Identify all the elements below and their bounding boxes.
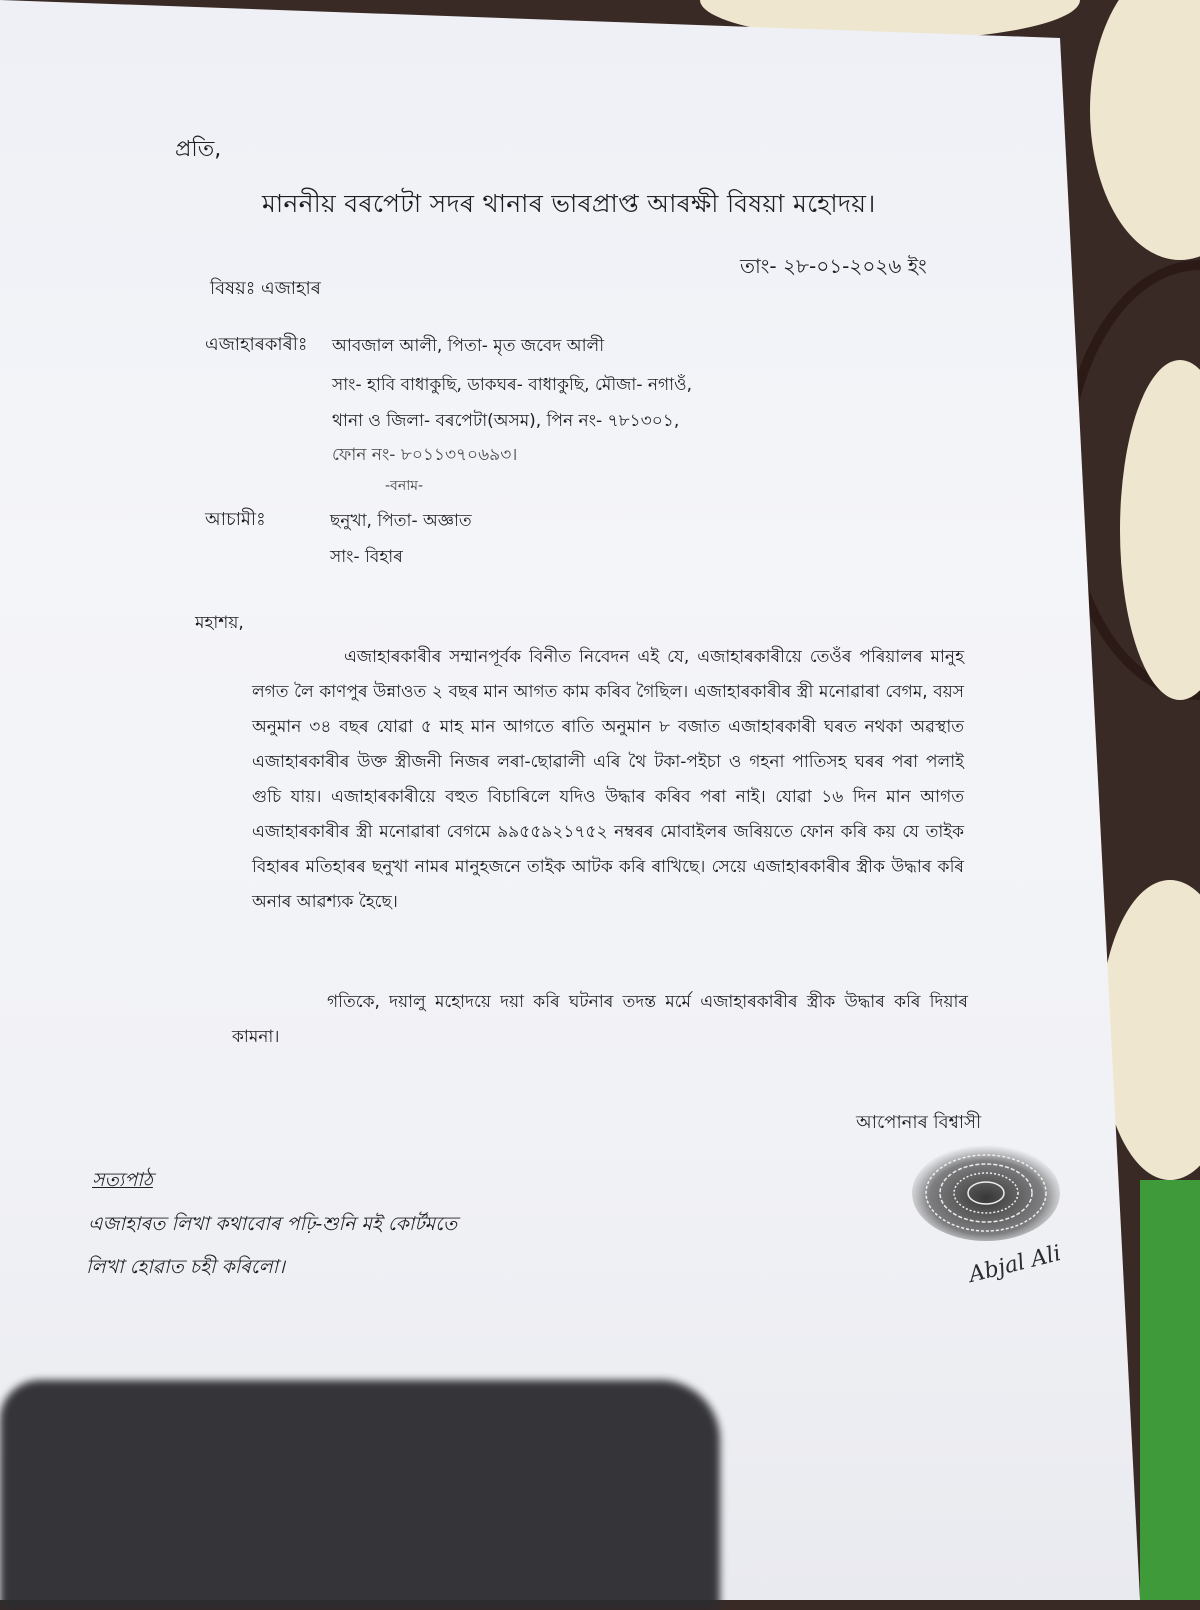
signature: Abjal Ali xyxy=(966,1241,1064,1288)
complainant-address-line-2: থানা ও জিলা- বৰপেটা(অসম), পিন নং- ৭৮১৩০১, xyxy=(332,411,680,431)
complainant-address-line-1: সাং- হাবি বাধাকুছি, ডাকঘৰ- বাধাকুছি, মৌজা- নগাওঁ, xyxy=(332,375,692,395)
attestation-line-1: এজাহাৰত লিখা কথাবোৰ পঢ়ি-শুনি মই কোৰ্টমতে xyxy=(88,1213,458,1235)
attestation-title: সত্যপাঠ xyxy=(92,1169,153,1191)
addressee: মাননীয় বৰপেটা সদৰ থানাৰ ভাৰপ্ৰাপ্ত আৰক্ষী বিষয়া মহোদয়। xyxy=(262,189,876,218)
accused-address: সাং- বিহাৰ xyxy=(330,547,403,567)
subject: বিষয়ঃ এজাহাৰ xyxy=(210,278,321,299)
body-paragraph-1: এজাহাৰকাৰীৰ সম্মানপূৰ্বক বিনীত নিবেদন এই যে, এজাহাৰকাৰীয়ে তেওঁৰ পৰিয়ালৰ মানুহ লগত লৈ কাণপুৰ উন্নাওত ২ বছৰ মান আগত কাম কৰিব গৈছিল। এজাহাৰকাৰীৰ স্ত্ৰী মনোৱাৰা বেগম, বয়স অনুমান ৩৪ বছৰ যোৱা ৫ মাহ মান আগতে ৰাতি অনুমান ৮ বজাত এজাহাৰকাৰী ঘৰত নথকা অৱস্থাত এজাহাৰকাৰীৰ উক্ত স্ত্ৰীজনী নিজৰ লৰা-ছোৱালী এৰি থৈ টকা-পইচা ও গহনা পাতিসহ ঘৰৰ পৰা পলাই গুচি যায়। এজাহাৰকাৰীয়ে বহুত বিচাৰিলে যদিও উদ্ধাৰ কৰিব পৰা নাই। যোৱা ১৬ দিন মান আগত এজাহাৰকাৰীৰ স্ত্ৰী মনোৱাৰা বেগমে ৯৯৫৫৯২১৭৫২ নম্বৰৰ মোবাইলৰ জৰিয়তে ফোন কৰি কয় যে তাইক বিহাৰৰ মতিহাৰৰ ছনুখা নামৰ মানুহজনে তাইক আটক কৰি ৰাখিছে। সেয়ে এজাহাৰকাৰীৰ স্ত্ৰীক উদ্ধাৰ কৰি অনাৰ আৱশ্যক হৈছে। xyxy=(252,647,964,912)
fabric-pattern xyxy=(1140,1180,1200,1600)
accused-label: আচামীঃ xyxy=(205,509,266,530)
fabric-pattern xyxy=(1090,0,1200,260)
versus-label: -বনাম- xyxy=(385,478,424,494)
finger-shadow xyxy=(0,1380,720,1610)
complainant-name: আবজাল আলী, পিতা- মৃত জবেদ আলী xyxy=(332,336,605,356)
complainant-phone: ফোন নং- ৮০১১৩৭০৬৯৩। xyxy=(332,445,518,465)
complainant-label: এজাহাৰকাৰীঃ xyxy=(205,334,308,355)
closing: আপোনাৰ বিশ্বাসী xyxy=(856,1112,982,1133)
letter-date: তাং- ২৮-০১-২০২৬ ইং xyxy=(740,254,927,278)
thumbprint xyxy=(908,1138,1064,1244)
accused-name: ছনুখা, পিতা- অজ্ঞাত xyxy=(330,511,472,531)
body-paragraph-2: গতিকে, দয়ালু মহোদয়ে দয়া কৰি ঘটনাৰ তদন্ত মৰ্মে এজাহাৰকাৰীৰ স্ত্ৰীক উদ্ধাৰ কৰি দিয়াৰ কামনা। xyxy=(232,992,968,1047)
greeting: মহাশয়, xyxy=(195,613,244,633)
salutation: প্ৰতি, xyxy=(175,137,222,162)
attestation-line-2: লিখা হোৱাত চহী কৰিলো। xyxy=(86,1256,285,1278)
